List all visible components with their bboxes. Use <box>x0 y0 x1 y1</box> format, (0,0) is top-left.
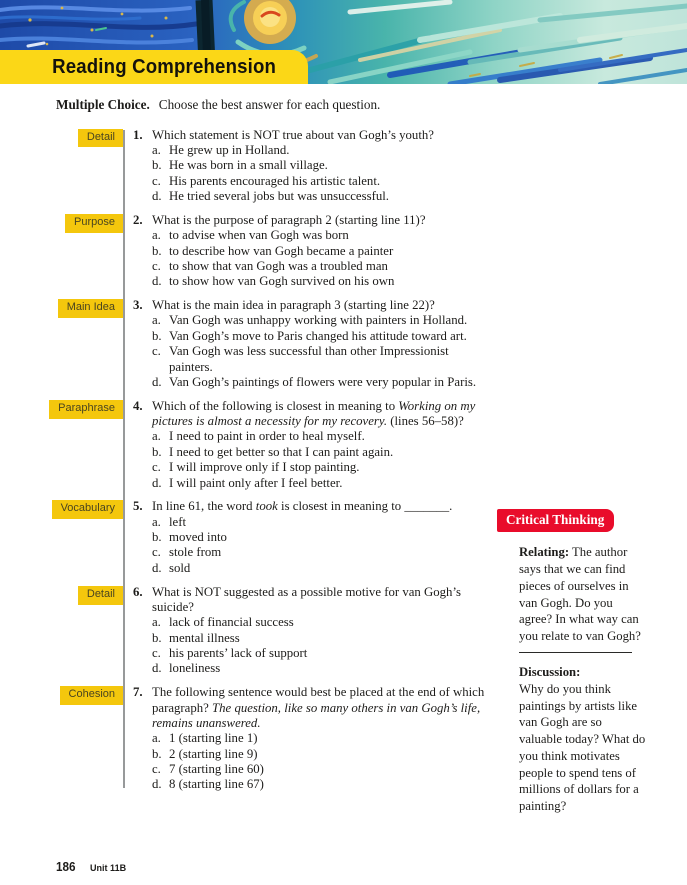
question-body <box>133 213 485 290</box>
discussion-text: Why do you think paintings by artists like van Gogh are so valuable today? What do you think motivates people to spend tens of millions of dollars for a painting? <box>519 681 646 814</box>
option-letter: b. <box>152 328 162 343</box>
option-row <box>152 313 485 328</box>
question-number: 5. <box>133 499 143 514</box>
option-text: I will paint only after I feel better. <box>169 475 343 490</box>
question-row <box>56 298 506 390</box>
option-text: lack of financial success <box>169 615 294 630</box>
option-text: He was born in a small village. <box>169 158 328 173</box>
question-head <box>133 685 485 731</box>
option-text: to advise when van Gogh was born <box>169 228 349 243</box>
question-prompt: What is the main idea in paragraph 3 (starting line 22)? <box>152 298 435 313</box>
option-row <box>152 762 485 777</box>
option-row <box>152 174 485 189</box>
option-text: He grew up in Holland. <box>169 142 290 157</box>
question-body <box>133 585 485 677</box>
page-footer <box>56 859 128 874</box>
option-letter: a. <box>152 514 161 529</box>
options-list <box>152 731 485 792</box>
option-text: his parents’ lack of support <box>169 646 308 661</box>
option-row <box>152 429 485 444</box>
option-row <box>152 375 485 390</box>
option-row <box>152 731 485 746</box>
option-letter: a. <box>152 142 161 157</box>
option-row <box>152 189 485 204</box>
option-text: left <box>169 514 187 529</box>
question-head <box>133 128 485 143</box>
question-body <box>133 128 485 205</box>
option-text: loneliness <box>169 661 221 676</box>
option-letter: a. <box>152 731 161 746</box>
option-row <box>152 646 485 661</box>
category-tag: Purpose <box>65 214 123 233</box>
option-text: I need to get better so that I can paint again. <box>169 444 394 459</box>
critical-thinking-badge: Critical Thinking <box>497 509 614 532</box>
question-head <box>133 399 485 430</box>
option-text: Van Gogh’s move to Paris changed his attitude toward art. <box>169 328 467 343</box>
option-text: He tried several jobs but was unsuccessful. <box>169 188 389 203</box>
option-text: Van Gogh’s paintings of flowers were very popular in Paris. <box>169 374 477 389</box>
option-text: mental illness <box>169 630 240 645</box>
option-text: 1 (starting line 1) <box>169 731 258 746</box>
option-letter: c. <box>152 646 161 661</box>
option-letter: a. <box>152 313 161 328</box>
critical-thinking-sidebar <box>497 509 653 815</box>
instructions-text: Choose the best answer for each question. <box>158 97 381 112</box>
question-row <box>56 128 506 205</box>
question-number: 6. <box>133 584 143 599</box>
question-row <box>56 213 506 290</box>
question-number: 7. <box>133 685 143 700</box>
category-tag: Detail <box>78 129 123 148</box>
option-row <box>152 259 485 274</box>
page-number: 186 <box>56 859 76 874</box>
question-number: 2. <box>133 212 143 227</box>
option-letter: c. <box>152 545 161 560</box>
option-letter: c. <box>152 762 161 777</box>
options-list <box>152 429 485 490</box>
questions-list <box>56 128 506 793</box>
option-row <box>152 143 485 158</box>
option-row <box>152 460 485 475</box>
category-tag: Cohesion <box>60 686 123 705</box>
category-cell <box>56 499 123 576</box>
question-prompt: What is NOT suggested as a possible motive for van Gogh’s suicide? <box>152 584 461 615</box>
category-cell <box>56 128 123 205</box>
option-letter: c. <box>152 460 161 475</box>
option-letter: c. <box>152 258 161 273</box>
relating-text: The author says that we can find pieces of ourselves in van Gogh. Do you agree? In what way can you relate to van Gogh? <box>519 545 641 644</box>
question-row <box>56 499 506 576</box>
option-row <box>152 777 485 792</box>
question-number: 4. <box>133 398 143 413</box>
option-text: Van Gogh was unhappy working with painters in Holland. <box>169 313 468 328</box>
option-row <box>152 631 485 646</box>
section-banner <box>0 50 308 84</box>
option-letter: d. <box>152 661 162 676</box>
option-letter: b. <box>152 530 162 545</box>
option-letter: d. <box>152 777 162 792</box>
option-row <box>152 545 485 560</box>
unit-label: Unit 11B <box>89 863 126 874</box>
instructions <box>56 97 687 114</box>
relating-paragraph <box>519 544 647 645</box>
question-number: 3. <box>133 298 143 313</box>
option-text: 8 (starting line 67) <box>169 777 264 792</box>
option-row <box>152 615 485 630</box>
instructions-lead: Multiple Choice. <box>56 97 150 112</box>
option-text: to describe how van Gogh became a painter <box>169 243 394 258</box>
option-text: I will improve only if I stop painting. <box>169 460 360 475</box>
option-text: sold <box>169 560 191 575</box>
option-letter: a. <box>152 615 161 630</box>
category-cell <box>56 399 123 491</box>
question-body <box>133 685 485 792</box>
question-head <box>133 585 485 616</box>
relating-label: Relating: <box>519 545 570 560</box>
option-text: 2 (starting line 9) <box>169 746 258 761</box>
option-row <box>152 244 485 259</box>
category-cell <box>56 213 123 290</box>
option-letter: d. <box>152 274 162 289</box>
options-list <box>152 615 485 676</box>
option-row <box>152 661 485 676</box>
question-row <box>56 685 506 792</box>
option-letter: b. <box>152 158 162 173</box>
category-tag: Main Idea <box>58 299 123 318</box>
question-head <box>133 298 485 313</box>
question-prompt: In line 61, the word took is closest in meaning to _______. <box>152 499 453 514</box>
option-text: Van Gogh was less successful than other Impressionist painters. <box>169 344 449 374</box>
question-head <box>133 213 485 228</box>
question-prompt: Which statement is NOT true about van Gogh’s youth? <box>152 127 434 142</box>
option-letter: a. <box>152 228 161 243</box>
question-prompt: The following sentence would best be placed at the end of which paragraph? The question, like so many others in van Gogh’s life, remains unanswered. <box>152 685 485 731</box>
option-row <box>152 476 485 491</box>
category-tag: Detail <box>78 586 123 605</box>
question-body <box>133 499 485 576</box>
sidebar-divider <box>519 652 632 653</box>
option-row <box>152 274 485 289</box>
question-head <box>133 499 485 514</box>
option-letter: b. <box>152 444 162 459</box>
option-text: 7 (starting line 60) <box>169 762 264 777</box>
option-letter: a. <box>152 429 161 444</box>
page-header <box>0 0 687 84</box>
option-row <box>152 515 485 530</box>
option-text: I need to paint in order to heal myself. <box>169 429 365 444</box>
option-letter: d. <box>152 188 162 203</box>
option-letter: d. <box>152 475 162 490</box>
option-row <box>152 329 485 344</box>
question-row <box>56 399 506 491</box>
option-text: stole from <box>169 545 222 560</box>
category-tag: Paraphrase <box>49 400 123 419</box>
options-list <box>152 228 485 289</box>
option-row <box>152 561 485 576</box>
discussion-label: Discussion: <box>519 665 581 680</box>
category-tag: Vocabulary <box>52 500 123 519</box>
category-cell <box>56 585 123 677</box>
option-text: to show how van Gogh survived on his own <box>169 274 395 289</box>
discussion-paragraph <box>519 664 647 815</box>
option-letter: d. <box>152 560 162 575</box>
options-list <box>152 515 485 576</box>
option-row <box>152 344 485 375</box>
question-row <box>56 585 506 677</box>
option-letter: c. <box>152 173 161 188</box>
question-prompt: Which of the following is closest in meaning to Working on my pictures is almost a necessity for my recovery. (lines 56–58)? <box>152 398 476 429</box>
option-letter: b. <box>152 243 162 258</box>
section-title: Reading Comprehension <box>52 55 277 78</box>
options-list <box>152 313 485 390</box>
option-row <box>152 158 485 173</box>
option-letter: b. <box>152 630 162 645</box>
question-prompt: What is the purpose of paragraph 2 (starting line 11)? <box>152 212 426 227</box>
question-body <box>133 399 485 491</box>
option-text: His parents encouraged his artistic talent. <box>169 173 381 188</box>
option-row <box>152 747 485 762</box>
option-row <box>152 530 485 545</box>
option-letter: c. <box>152 344 161 359</box>
option-row <box>152 228 485 243</box>
category-cell <box>56 298 123 390</box>
option-letter: d. <box>152 374 162 389</box>
category-cell <box>56 685 123 792</box>
option-text: to show that van Gogh was a troubled man <box>169 258 388 273</box>
option-letter: b. <box>152 746 162 761</box>
option-row <box>152 445 485 460</box>
question-number: 1. <box>133 127 143 142</box>
question-body <box>133 298 485 390</box>
option-text: moved into <box>169 530 227 545</box>
options-list <box>152 143 485 204</box>
